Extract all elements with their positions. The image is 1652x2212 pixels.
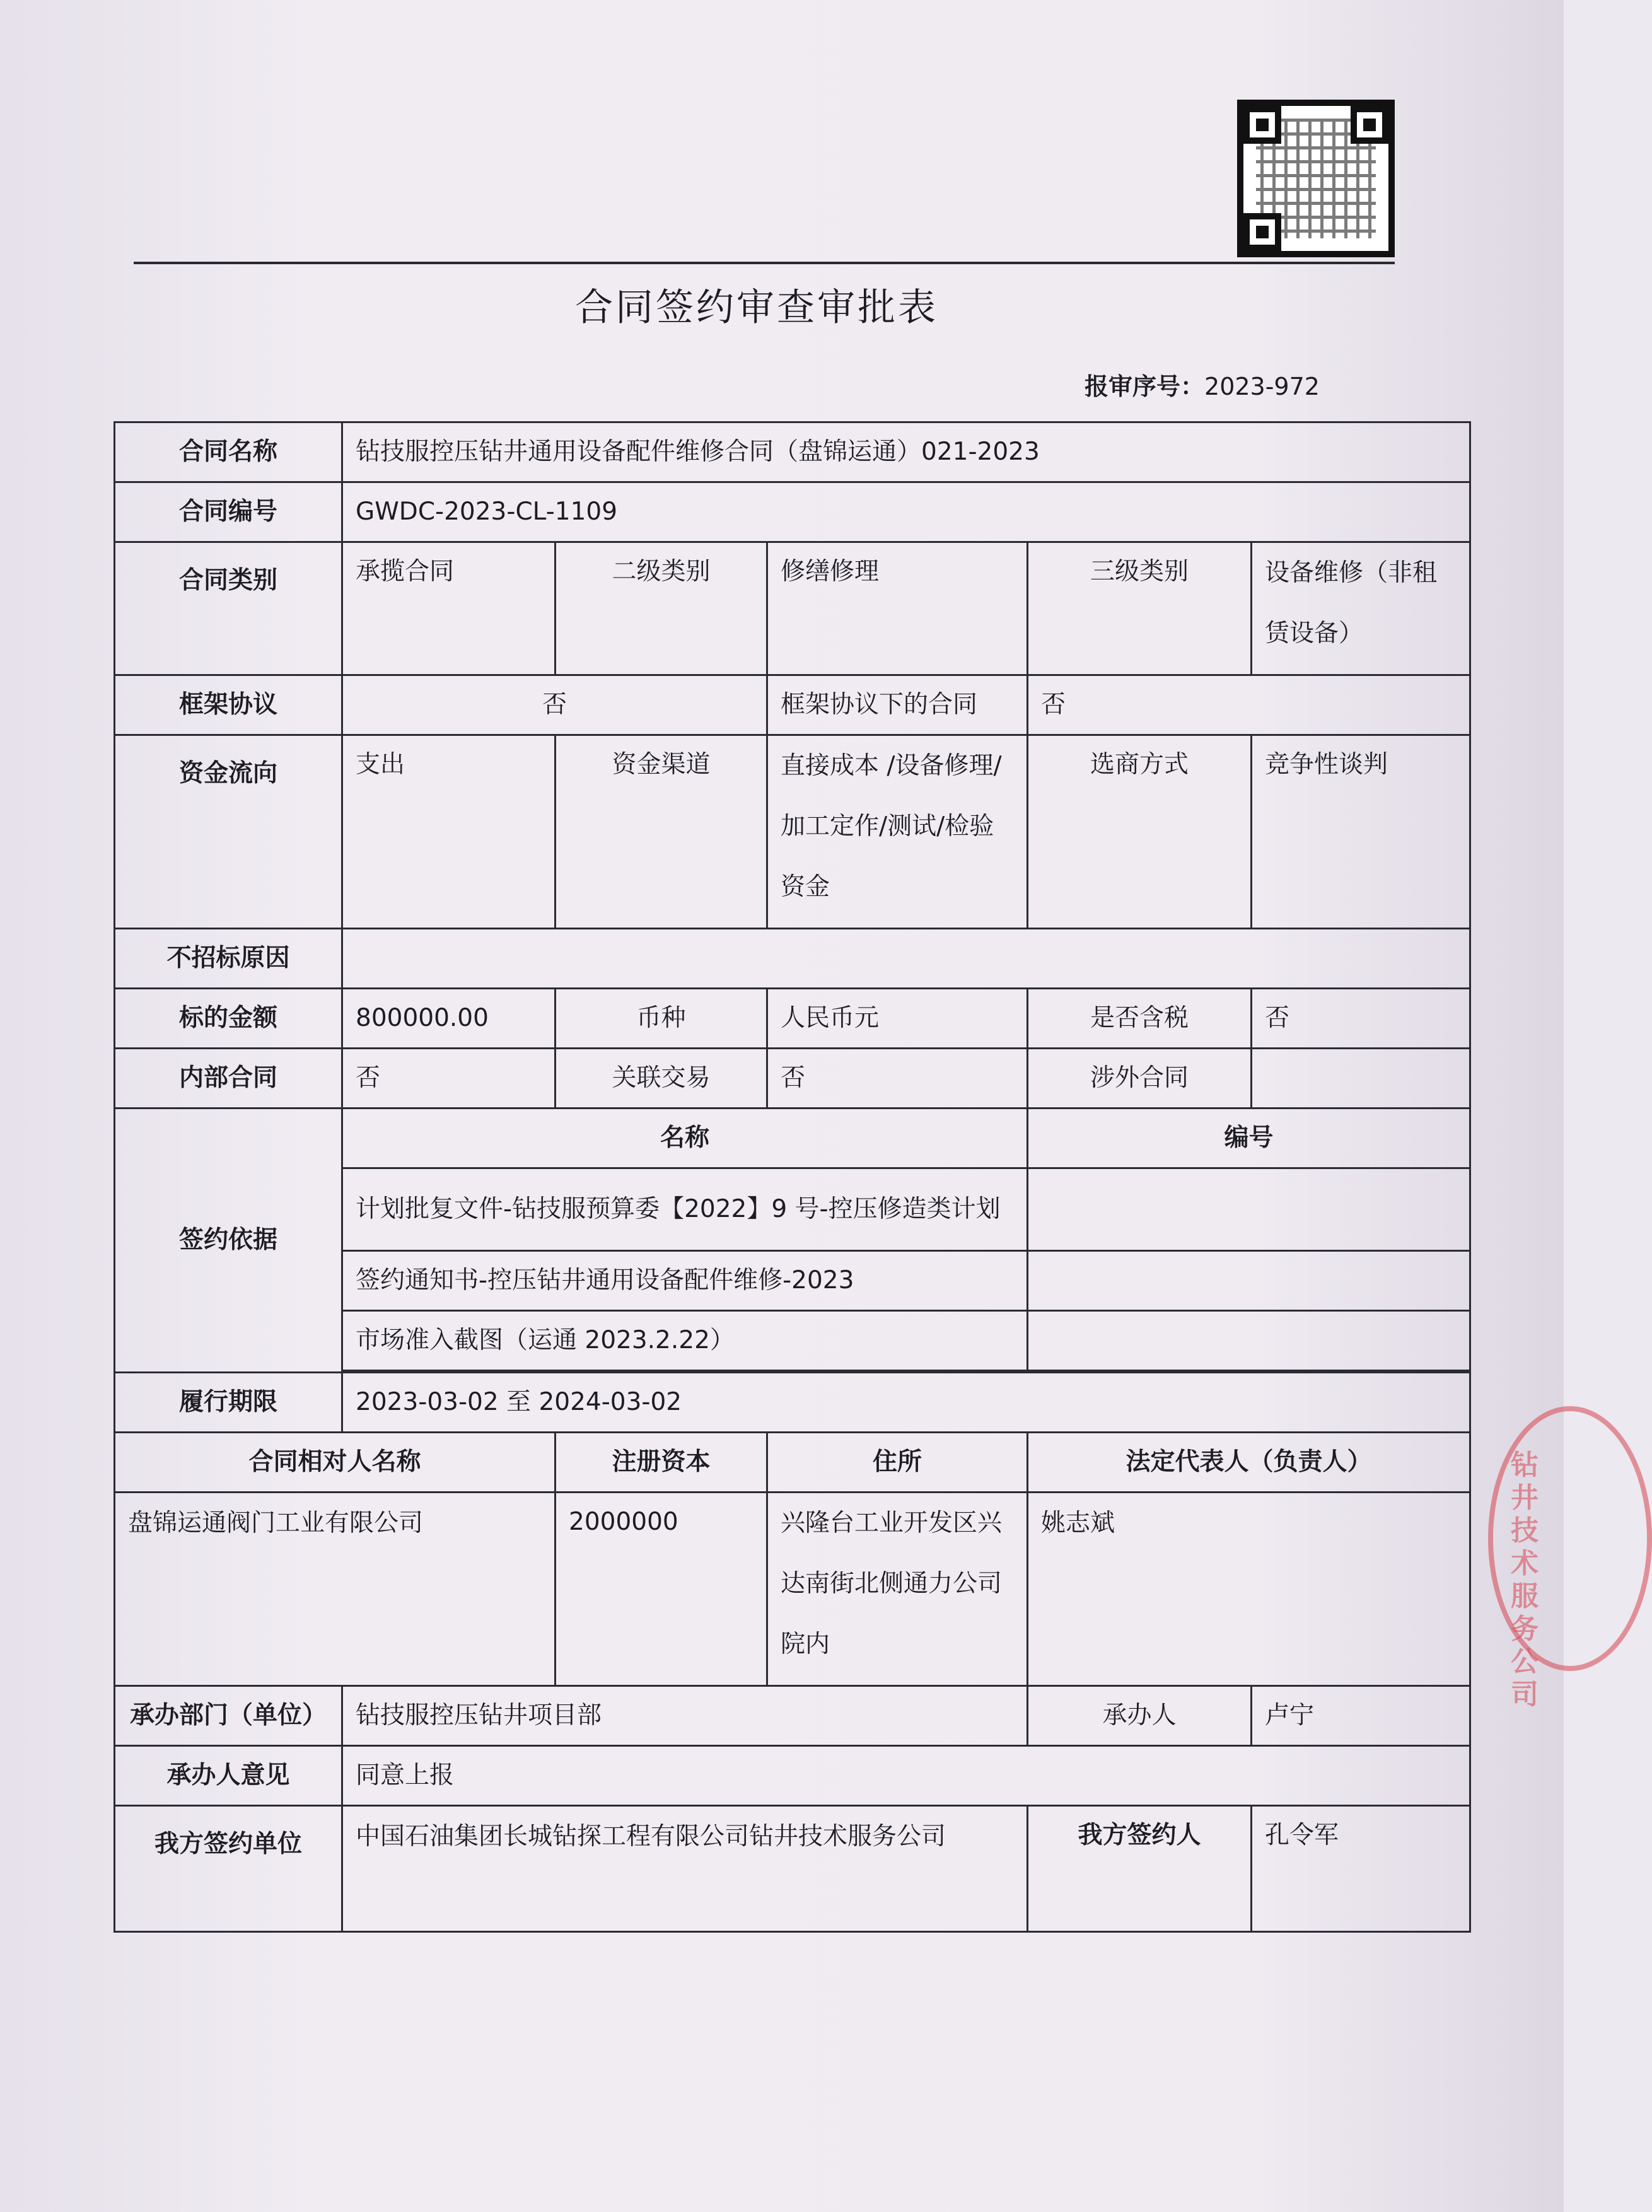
serial-number [1085,367,1320,402]
internal-label: 内部合同 [115,1049,342,1109]
row-opinion [115,1746,1470,1806]
our-signer-value: 孔令军 [1252,1806,1470,1932]
serial-label: 报审序号： [1085,373,1205,400]
level2-label: 二级类别 [556,542,767,675]
fund-channel-label: 资金渠道 [556,735,767,929]
period-label: 履行期限 [115,1373,342,1433]
qr-code-icon [1237,100,1395,257]
party-name-header: 合同相对人名称 [115,1433,556,1493]
approval-form-table [113,421,1471,1933]
contract-no-label: 合同编号 [115,482,342,542]
amount-value: 800000.00 [342,989,556,1049]
our-unit-label: 我方签约单位 [115,1806,342,1932]
contract-name-value: 钻技服控压钻井通用设备配件维修合同（盘锦运通）021-2023 [342,422,1470,482]
basis-item-1: 计划批复文件-钻技服预算委【2022】9 号-控压修造类计划 [342,1168,1028,1251]
serial-value: 2023-972 [1204,373,1320,400]
fund-channel-value: 直接成本 /设备修理/加工定作/测试/检验资金 [767,735,1028,929]
contract-no-value: GWDC-2023-CL-1109 [342,482,1470,542]
row-fund [115,735,1470,929]
stamp-text: 钻井技术服务公司 [1511,1449,1539,1711]
page-title: 合同签约审查审批表 [575,286,938,330]
row-contract-no [115,482,1470,542]
level3-value: 设备维修（非租赁设备） [1252,542,1470,675]
internal-value: 否 [342,1049,556,1109]
level2-value: 修缮修理 [767,542,1028,675]
tax-value: 否 [1252,989,1470,1049]
address-value: 兴隆台工业开发区兴达南街北侧通力公司院内 [767,1493,1028,1686]
row-period [115,1373,1470,1433]
legal-rep-value: 姚志斌 [1028,1493,1470,1686]
no-bid-reason-value [342,929,1470,989]
row-no-bid-reason [115,929,1470,989]
foreign-label: 涉外合同 [1028,1049,1252,1109]
period-value: 2023-03-02 至 2024-03-02 [342,1373,1470,1433]
basis-code-1 [1028,1168,1470,1251]
row-dept [115,1686,1470,1746]
under-framework-label: 框架协议下的合同 [767,675,1028,735]
row-basis-header [115,1109,1470,1168]
basis-label: 签约依据 [115,1109,342,1373]
level3-label: 三级类别 [1028,542,1252,675]
our-unit-value: 中国石油集团长城钻探工程有限公司钻井技术服务公司 [342,1806,1028,1932]
our-signer-label: 我方签约人 [1028,1806,1252,1932]
party-name-value: 盘锦运通阀门工业有限公司 [115,1493,556,1686]
row-amount [115,989,1470,1049]
opinion-label: 承办人意见 [115,1746,342,1806]
header-rule [134,262,1395,264]
currency-value: 人民币元 [767,989,1028,1049]
amount-label: 标的金额 [115,989,342,1049]
row-internal [115,1049,1470,1109]
basis-item-3: 市场准入截图（运通 2023.2.22） [342,1311,1028,1371]
row-party [115,1493,1470,1686]
capital-header: 注册资本 [556,1433,767,1493]
category-value: 承揽合同 [342,542,556,675]
address-header: 住所 [767,1433,1028,1493]
basis-item-2: 签约通知书-控压钻井通用设备配件维修-2023 [342,1251,1028,1311]
selection-label: 选商方式 [1028,735,1252,929]
opinion-value: 同意上报 [342,1746,1470,1806]
handler-value: 卢宁 [1252,1686,1470,1746]
capital-value: 2000000 [556,1493,767,1686]
fund-flow-value: 支出 [342,735,556,929]
row-party-header [115,1433,1470,1493]
contract-name-label: 合同名称 [115,422,342,482]
framework-label: 框架协议 [115,675,342,735]
related-label: 关联交易 [556,1049,767,1109]
official-seal-stamp [1488,1406,1652,1711]
row-framework [115,675,1470,735]
basis-code-2 [1028,1251,1470,1311]
foreign-value [1252,1049,1470,1109]
basis-name-header: 名称 [342,1109,1028,1168]
row-category [115,542,1470,675]
under-framework-value: 否 [1028,675,1470,735]
no-bid-reason-label: 不招标原因 [115,929,342,989]
legal-rep-header: 法定代表人（负责人） [1028,1433,1470,1493]
dept-label: 承办部门（单位） [115,1686,342,1746]
currency-label: 币种 [556,989,767,1049]
row-contract-name [115,422,1470,482]
basis-code-header: 编号 [1028,1109,1470,1168]
dept-value: 钻技服控压钻井项目部 [342,1686,1028,1746]
tax-label: 是否含税 [1028,989,1252,1049]
row-our-unit [115,1806,1470,1932]
basis-code-3 [1028,1311,1470,1371]
selection-value: 竞争性谈判 [1252,735,1470,929]
related-value: 否 [767,1049,1028,1109]
framework-value: 否 [342,675,767,735]
handler-label: 承办人 [1028,1686,1252,1746]
category-label: 合同类别 [115,542,342,675]
fund-flow-label: 资金流向 [115,735,342,929]
